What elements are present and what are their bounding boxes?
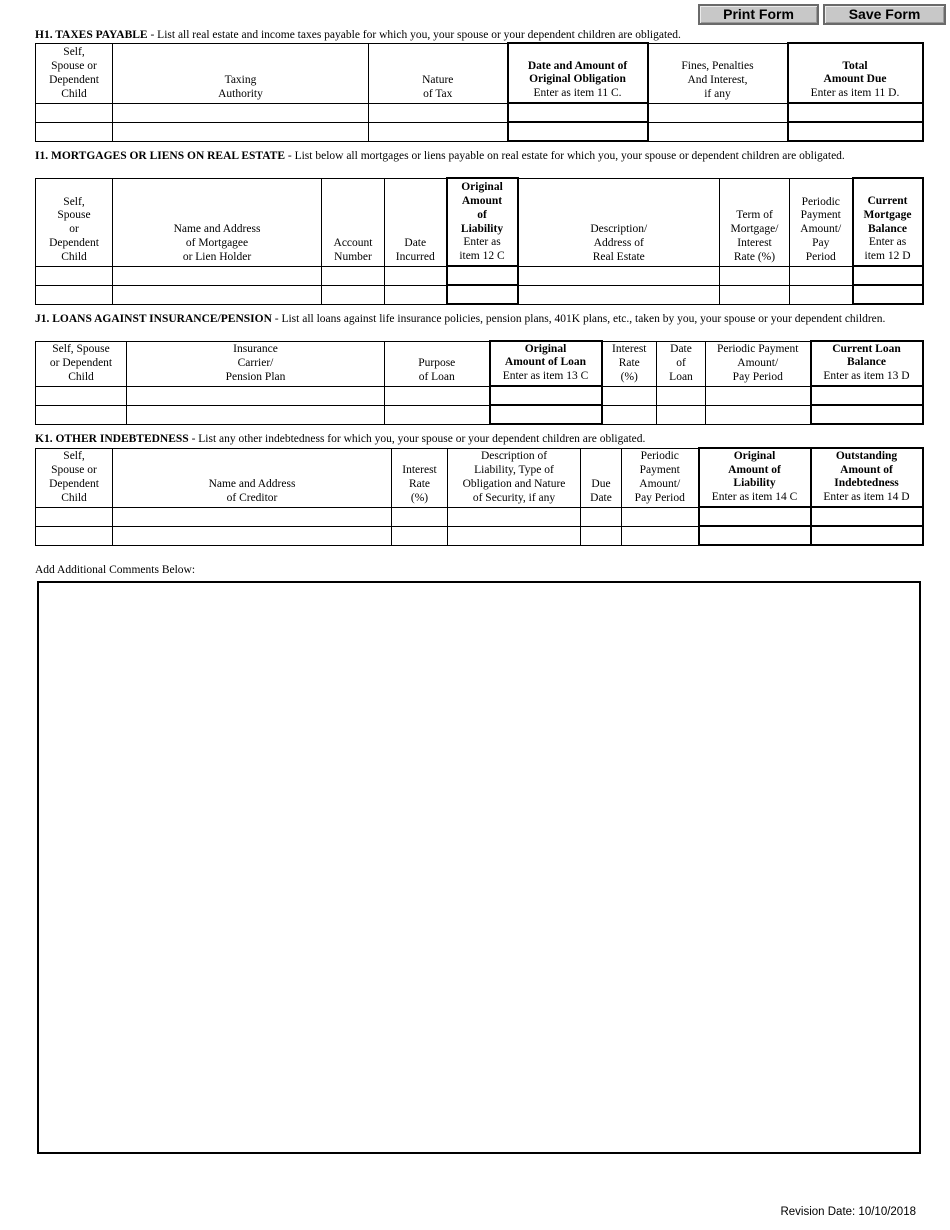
form-field[interactable] xyxy=(36,285,113,304)
j1-header-interest: Interest Rate (%) xyxy=(602,341,657,386)
form-field[interactable] xyxy=(385,405,490,424)
h1-header-total-title: Total Amount Due xyxy=(823,59,887,86)
i1-header-owner: Self, Spouse or Dependent Child xyxy=(36,178,113,266)
form-field[interactable] xyxy=(581,526,622,545)
j1-header-purpose: Purpose of Loan xyxy=(385,341,490,386)
k1-code: K1. OTHER INDEBTEDNESS xyxy=(35,433,189,445)
form-field[interactable] xyxy=(36,386,127,405)
h1-header-total xyxy=(788,43,923,103)
k1-header-outstanding xyxy=(811,448,923,507)
table-row xyxy=(36,507,923,526)
form-field[interactable] xyxy=(699,526,811,545)
k1-header-original xyxy=(699,448,811,507)
k1-header-original-title: Original Amount of Liability xyxy=(728,449,781,490)
form-field[interactable] xyxy=(811,507,923,526)
j1-header-original-sub: Enter as item 13 C xyxy=(502,370,589,383)
i1-code: I1. MORTGAGES OR LIENS ON REAL ESTATE xyxy=(35,150,285,162)
form-field[interactable] xyxy=(720,266,790,285)
j1-section-title xyxy=(35,313,925,325)
form-field[interactable] xyxy=(622,526,699,545)
form-field[interactable] xyxy=(369,103,508,122)
form-field[interactable] xyxy=(490,386,602,405)
form-field[interactable] xyxy=(36,103,113,122)
table-row xyxy=(36,285,923,304)
save-form-button[interactable]: Save Form xyxy=(823,4,946,25)
h1-header-authority: Taxing Authority xyxy=(113,43,369,103)
form-field[interactable] xyxy=(385,266,447,285)
j1-header-original-title: Original Amount of Loan xyxy=(504,342,587,369)
form-field[interactable] xyxy=(602,405,657,424)
k1-header-owner: Self, Spouse or Dependent Child xyxy=(36,448,113,507)
k1-header-due: Due Date xyxy=(581,448,622,507)
form-field[interactable] xyxy=(788,122,923,141)
j1-header-original xyxy=(490,341,602,386)
form-field[interactable] xyxy=(113,122,369,141)
h1-header-date-amount-title: Date and Amount of Original Obligation xyxy=(527,59,628,86)
form-field[interactable] xyxy=(392,507,448,526)
i1-header-current-sub: Enter as item 12 D xyxy=(864,236,911,263)
table-row xyxy=(36,266,923,285)
form-field[interactable] xyxy=(127,386,385,405)
form-field[interactable] xyxy=(447,266,518,285)
form-field[interactable] xyxy=(113,526,392,545)
form-field[interactable] xyxy=(790,285,853,304)
h1-header-date-amount xyxy=(508,43,648,103)
comments-label: Add Additional Comments Below: xyxy=(35,564,196,576)
form-field[interactable] xyxy=(699,507,811,526)
k1-header-outstanding-title: Outstanding Amount of Indebtedness xyxy=(834,449,899,490)
h1-header-nature: Nature of Tax xyxy=(369,43,508,103)
taxes-payable-table xyxy=(35,42,924,142)
form-field[interactable] xyxy=(36,122,113,141)
j1-header-current-title: Current Loan Balance xyxy=(832,342,901,369)
j1-code: J1. LOANS AGAINST INSURANCE/PENSION xyxy=(35,313,272,325)
form-field[interactable] xyxy=(113,507,392,526)
form-field[interactable] xyxy=(127,405,385,424)
i1-description: - List below all mortgages or liens payable on real estate for which you, your spouse or dependent children are obligated. xyxy=(285,150,845,162)
i1-header-periodic: Periodic Payment Amount/ Pay Period xyxy=(790,178,853,266)
j1-header-current-sub: Enter as item 13 D xyxy=(823,370,910,383)
k1-header-periodic: Periodic Payment Amount/ Pay Period xyxy=(622,448,699,507)
form-field[interactable] xyxy=(706,405,811,424)
i1-header-current-title: Current Mortgage Balance xyxy=(863,195,912,235)
i1-section-title xyxy=(35,150,925,162)
h1-header-total-sub: Enter as item 11 D. xyxy=(810,87,900,100)
form-field[interactable] xyxy=(113,103,369,122)
form-field[interactable] xyxy=(788,103,923,122)
i1-header-current xyxy=(853,178,923,266)
j1-header-current xyxy=(811,341,923,386)
form-field[interactable] xyxy=(706,386,811,405)
print-form-button[interactable]: Print Form xyxy=(698,4,819,25)
i1-header-term: Term of Mortgage/ Interest Rate (%) xyxy=(720,178,790,266)
form-field[interactable] xyxy=(853,266,923,285)
table-row xyxy=(36,526,923,545)
k1-header-original-sub: Enter as item 14 C xyxy=(711,491,798,504)
form-field[interactable] xyxy=(392,526,448,545)
k1-description: - List any other indebtedness for which you, your spouse or your dependent children are obligated. xyxy=(188,433,646,445)
j1-header-carrier: Insurance Carrier/ Pension Plan xyxy=(127,341,385,386)
form-field[interactable] xyxy=(518,285,720,304)
form-field[interactable] xyxy=(648,122,788,141)
form-field[interactable] xyxy=(508,103,648,122)
form-field[interactable] xyxy=(36,266,113,285)
i1-header-name: Name and Address of Mortgagee or Lien Holder xyxy=(113,178,322,266)
h1-description: - List all real estate and income taxes payable for which you, your spouse or your dependent children are obligated. xyxy=(147,29,681,41)
form-field[interactable] xyxy=(369,122,508,141)
k1-header-description: Description of Liability, Type of Obligation and Nature of Security, if any xyxy=(448,448,581,507)
form-field[interactable] xyxy=(581,507,622,526)
form-field[interactable] xyxy=(648,103,788,122)
comments-textarea[interactable] xyxy=(37,581,921,1154)
form-field[interactable] xyxy=(448,507,581,526)
form-field[interactable] xyxy=(811,526,923,545)
j1-header-periodic: Periodic Payment Amount/ Pay Period xyxy=(706,341,811,386)
loans-insurance-pension-table xyxy=(35,340,924,425)
form-field[interactable] xyxy=(657,386,706,405)
form-field[interactable] xyxy=(657,405,706,424)
k1-header-outstanding-sub: Enter as item 14 D xyxy=(823,491,910,504)
form-field[interactable] xyxy=(113,285,322,304)
form-field[interactable] xyxy=(36,526,113,545)
k1-header-interest: Interest Rate (%) xyxy=(392,448,448,507)
i1-header-date: Date Incurred xyxy=(385,178,447,266)
form-field[interactable] xyxy=(720,285,790,304)
form-field[interactable] xyxy=(385,285,447,304)
i1-header-account: Account Number xyxy=(322,178,385,266)
table-row xyxy=(36,122,923,141)
i1-header-original-sub: Enter as item 12 C xyxy=(459,236,505,263)
i1-header-original-title: Original Amount of Liability xyxy=(460,181,504,235)
form-field[interactable] xyxy=(385,386,490,405)
h1-header-date-amount-sub: Enter as item 11 C. xyxy=(533,87,622,100)
form-field[interactable] xyxy=(447,285,518,304)
i1-header-original xyxy=(447,178,518,266)
form-field[interactable] xyxy=(36,405,127,424)
form-field[interactable] xyxy=(790,266,853,285)
h1-section-title xyxy=(35,29,925,41)
j1-description: - List all loans against life insurance policies, pension plans, 401K plans, etc., taken by you, your spouse or your dependent children. xyxy=(271,313,886,325)
other-indebtedness-table xyxy=(35,447,924,546)
form-field[interactable] xyxy=(853,285,923,304)
form-field[interactable] xyxy=(113,266,322,285)
form-field[interactable] xyxy=(518,266,720,285)
h1-header-owner: Self, Spouse or Dependent Child xyxy=(36,43,113,103)
k1-section-title xyxy=(35,433,925,445)
form-field[interactable] xyxy=(602,386,657,405)
form-field[interactable] xyxy=(490,405,602,424)
revision-date: Revision Date: 10/10/2018 xyxy=(780,1206,916,1218)
form-field[interactable] xyxy=(36,507,113,526)
form-field[interactable] xyxy=(622,507,699,526)
j1-header-date: Date of Loan xyxy=(657,341,706,386)
form-field[interactable] xyxy=(508,122,648,141)
k1-header-name: Name and Address of Creditor xyxy=(113,448,392,507)
form-field[interactable] xyxy=(811,386,923,405)
table-row xyxy=(36,405,923,424)
form-field[interactable] xyxy=(322,285,385,304)
form-field[interactable] xyxy=(811,405,923,424)
table-row xyxy=(36,103,923,122)
form-field[interactable] xyxy=(322,266,385,285)
i1-header-description: Description/ Address of Real Estate xyxy=(518,178,720,266)
h1-code: H1. TAXES PAYABLE xyxy=(35,29,148,41)
h1-header-fines: Fines, Penalties And Interest, if any xyxy=(648,43,788,103)
table-row xyxy=(36,386,923,405)
form-field[interactable] xyxy=(448,526,581,545)
mortgages-liens-table xyxy=(35,177,924,305)
j1-header-owner: Self, Spouse or Dependent Child xyxy=(36,341,127,386)
